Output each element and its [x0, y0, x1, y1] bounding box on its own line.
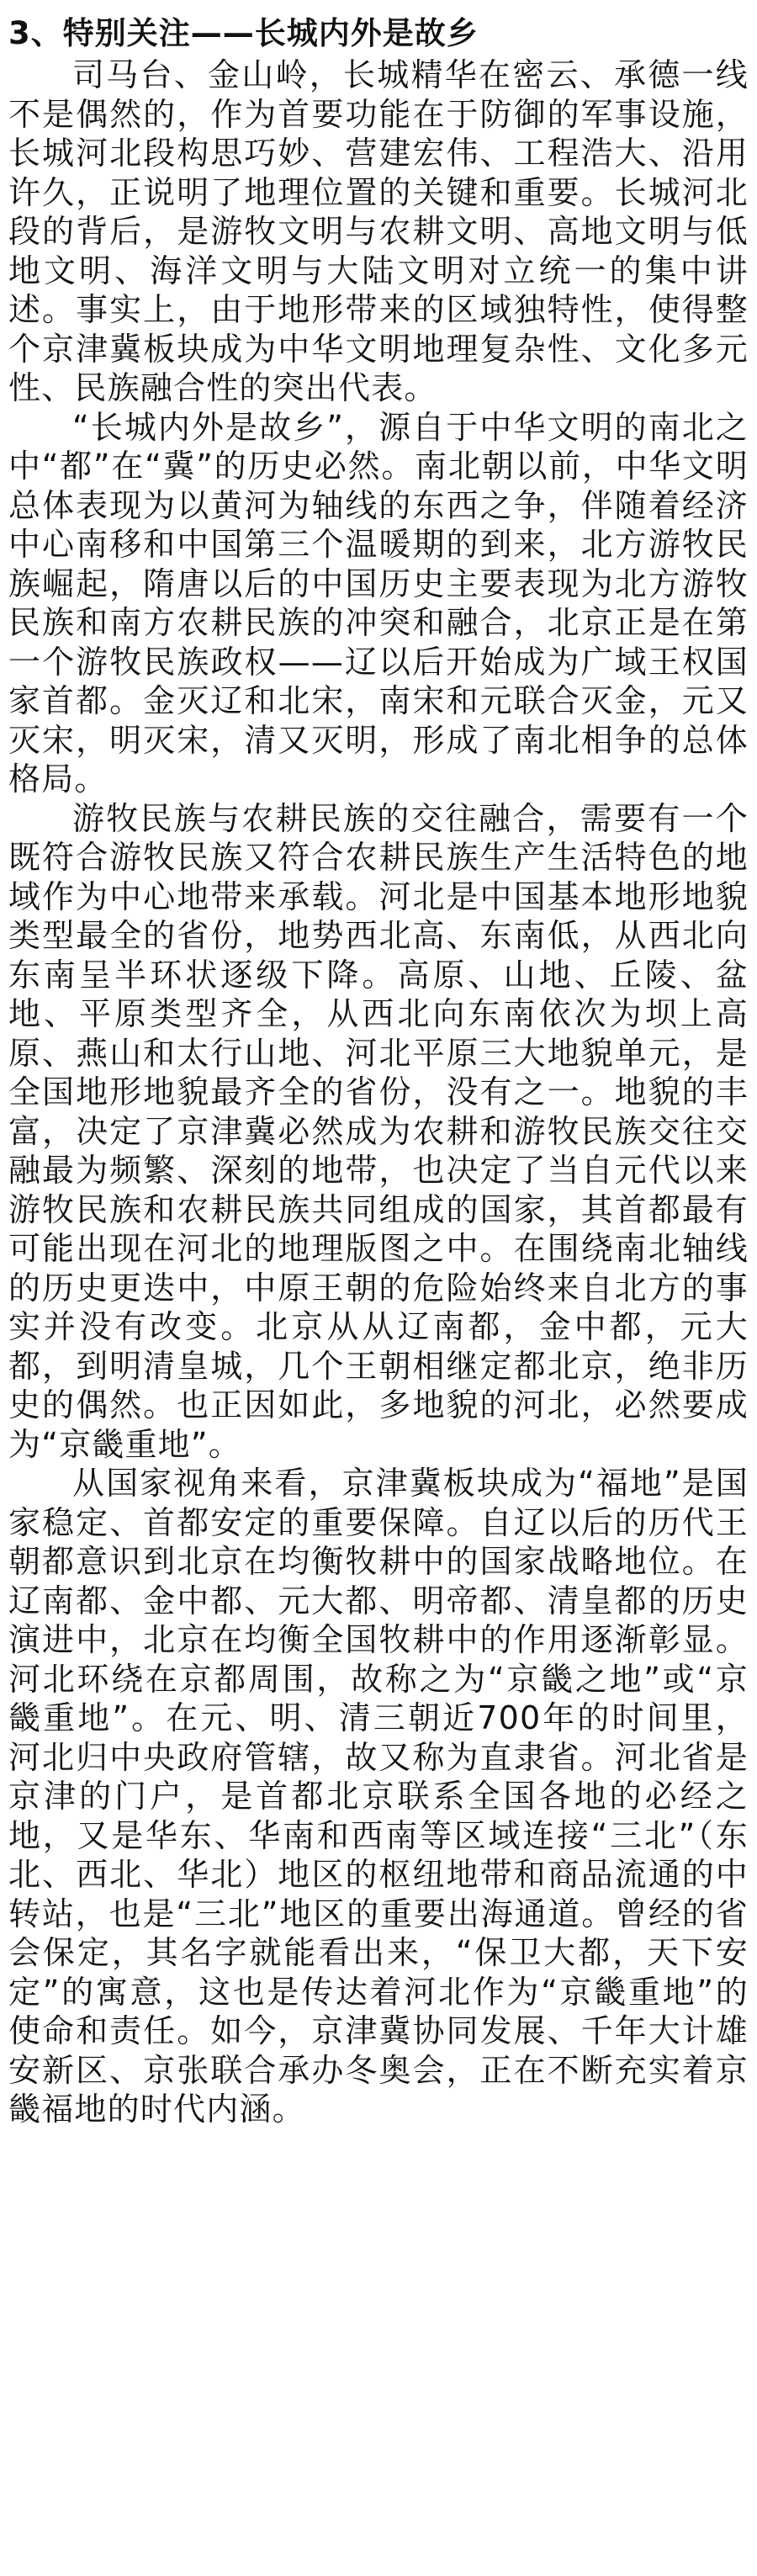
paragraph-terrain-integration: 游牧民族与农耕民族的交往融合，需要有一个既符合游牧民族又符合农耕民族生产生活特色的地域作为中心地带来承载。河北是中国基本地形地貌类型最全的省份，地势西北高、东南低，从西北向东南呈半环状逐级下降。高原、山地、丘陵、盆地、平原类型齐全，从西北向东南依次为坝上高原、燕山和太行山地、河北平原三大地貌单元，是全国地形地貌最齐全的省份，没有之一。地貌的丰富，决定了京津冀必然成为农耕和游牧民族交往交融最为频繁、深刻的地带，也决定了当自元代以来游牧民族和农耕民族共同组成的国家，其首都最有可能出现在河北的地理版图之中。在围绕南北轴线的历史更迭中，中原王朝的危险始终来自北方的事实并没有改变。北京从从辽南都，金中都，元大都，到明清皇城，几个王朝相继定都北京，绝非历史的偶然。也正因如此，多地貌的河北，必然要成为“京畿重地”。 — [8, 799, 749, 1463]
article — [8, 12, 749, 2129]
section-heading: 3、特别关注——长城内外是故乡 — [8, 15, 479, 51]
paragraph-north-south-history: “长城内外是故乡”，源自于中华文明的南北之中“都”在“冀”的历史必然。南北朝以前，中华文明总体表现为以黄河为轴线的东西之争，伴随着经济中心南移和中国第三个温暖期的到来，北方游牧民族崛起，隋唐以后的中国历史主要表现为北方游牧民族和南方农耕民族的冲突和融合，北京正是在第一个游牧民族政权——辽以后开始成为广域王权国家首都。金灭辽和北宋，南宋和元联合灭金，元又灭宋，明灭宋，清又灭明，形成了南北相争的总体格局。 — [8, 408, 749, 798]
paragraph-great-wall-defense: 司马台、金山岭，长城精华在密云、承德一线不是偶然的，作为首要功能在于防御的军事设施，长城河北段构思巧妙、营建宏伟、工程浩大、沿用许久，正说明了地理位置的关键和重要。长城河北段的背后，是游牧文明与农耕文明、高地文明与低地文明、海洋文明与大陆文明对立统一的集中讲述。事实上，由于地形带来的区域独特性，使得整个京津冀板块成为中华文明地理复杂性、文化多元性、民族融合性的突出代表。 — [8, 56, 749, 406]
paragraph-national-perspective: 从国家视角来看，京津冀板块成为“福地”是国家稳定、首都安定的重要保障。自辽以后的历代王朝都意识到北京在均衡牧耕中的国家战略地位。在辽南都、金中都、元大都、明帝都、清皇都的历史演进中，北京在均衡全国牧耕中的作用逐渐彰显。河北环绕在京都周围，故称之为“京畿之地”或“京畿重地”。在元、明、清三朝近700年的时间里，河北归中央政府管辖，故又称为直隶省。河北省是京津的门户，是首都北京联系全国各地的必经之地，又是华东、华南和西南等区域连接“三北”（东北、西北、华北）地区的枢纽地带和商品流通的中转站，也是“三北”地区的重要出海通道。曾经的省会保定，其名字就能看出来，“保卫大都，天下安定”的寓意，这也是传达着河北作为“京畿重地”的使命和责任。如今，京津冀协同发展、千年大计雄安新区、京张联合承办冬奥会，正在不断充实着京畿福地的时代内涵。 — [8, 1465, 749, 2128]
